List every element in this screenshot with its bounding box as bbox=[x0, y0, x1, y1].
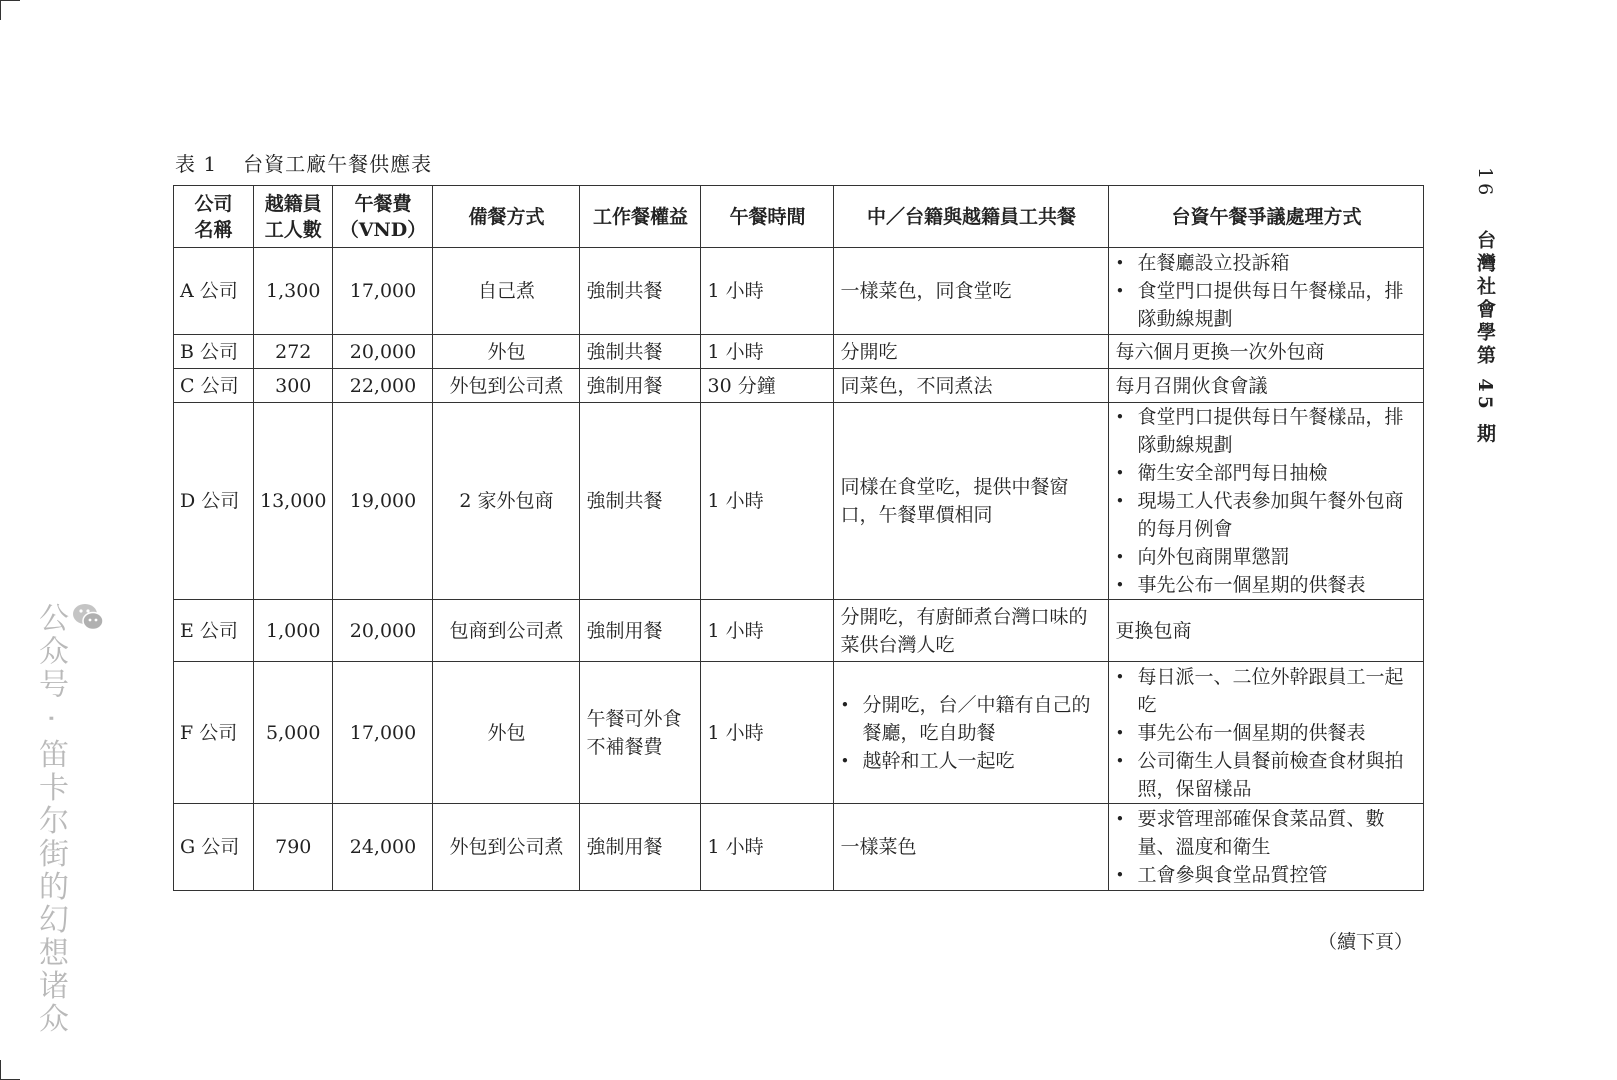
shared-meal-cell bbox=[834, 662, 1109, 804]
table-row bbox=[174, 403, 1424, 600]
bullet-item: • 事先公布一個星期的供餐表 bbox=[1115, 719, 1417, 747]
time-cell: 1 小時 bbox=[701, 662, 834, 804]
table-row bbox=[174, 335, 1424, 369]
dispute-cell bbox=[1109, 662, 1424, 804]
company-cell: D 公司 bbox=[174, 403, 254, 600]
method-cell: 自己煮 bbox=[433, 248, 580, 335]
time-cell: 1 小時 bbox=[701, 335, 834, 369]
cell-text: 一樣菜色 bbox=[840, 836, 917, 858]
dispute-cell bbox=[1109, 369, 1424, 403]
bullet-list bbox=[1115, 805, 1417, 889]
workers-cell: 272 bbox=[254, 335, 333, 369]
fee-cell: 19,000 bbox=[333, 403, 433, 600]
cell-text: 同樣在食堂吃，提供中餐窗口，午餐單價相同 bbox=[840, 476, 1069, 526]
bullet-item: • 現場工人代表參加與午餐外包商的每月例會 bbox=[1115, 487, 1417, 543]
company-cell: A 公司 bbox=[174, 248, 254, 335]
bullet-list bbox=[1115, 249, 1417, 333]
crop-mark bbox=[0, 1060, 1, 1080]
header-row bbox=[174, 186, 1424, 248]
continued-note: （續下頁） bbox=[1318, 931, 1414, 953]
table-number: 表 1 bbox=[175, 152, 218, 176]
bullet-list bbox=[1115, 403, 1417, 599]
shared-meal-cell bbox=[834, 335, 1109, 369]
shared-meal-cell bbox=[834, 804, 1109, 891]
shared-meal-cell bbox=[834, 403, 1109, 600]
fee-cell: 20,000 bbox=[333, 335, 433, 369]
time-cell: 1 小時 bbox=[701, 804, 834, 891]
table-row bbox=[174, 248, 1424, 335]
company-cell: G 公司 bbox=[174, 804, 254, 891]
time-cell: 1 小時 bbox=[701, 600, 834, 662]
table-row bbox=[174, 804, 1424, 891]
rights-cell: 強制共餐 bbox=[580, 335, 701, 369]
time-cell: 1 小時 bbox=[701, 403, 834, 600]
bullet-item: • 工會參與食堂品質控管 bbox=[1115, 861, 1417, 889]
shared-meal-cell bbox=[834, 600, 1109, 662]
journal-title: 台灣社會學第 45 期 bbox=[1474, 229, 1496, 447]
running-head bbox=[1472, 167, 1499, 446]
table-caption: 台資工廠午餐供應表 bbox=[243, 152, 433, 176]
bullet-item: • 在餐廳設立投訴箱 bbox=[1115, 249, 1417, 277]
fee-cell: 22,000 bbox=[333, 369, 433, 403]
cell-text: 分開吃，有廚師煮台灣口味的菜供台灣人吃 bbox=[840, 605, 1088, 656]
method-cell: 外包到公司煮 bbox=[433, 804, 580, 891]
workers-cell: 1,000 bbox=[254, 600, 333, 662]
rights-cell: 強制用餐 bbox=[580, 804, 701, 891]
fee-cell: 24,000 bbox=[333, 804, 433, 891]
rights-cell: 強制共餐 bbox=[580, 248, 701, 335]
table-row bbox=[174, 600, 1424, 662]
page-number: 16 bbox=[1474, 167, 1496, 200]
workers-cell: 790 bbox=[254, 804, 333, 891]
watermark bbox=[28, 602, 104, 1036]
method-cell: 2 家外包商 bbox=[433, 403, 580, 600]
workers-cell: 5,000 bbox=[254, 662, 333, 804]
rights-cell: 強制用餐 bbox=[580, 369, 701, 403]
bullet-item: • 要求管理部確保食菜品質、數量、溫度和衛生 bbox=[1115, 805, 1417, 861]
shared-meal-cell bbox=[834, 369, 1109, 403]
bullet-item: • 分開吃，台／中籍有自己的餐廳，吃自助餐 bbox=[840, 691, 1102, 747]
shared-meal-cell bbox=[834, 248, 1109, 335]
cell-text: 同菜色，不同煮法 bbox=[840, 374, 993, 397]
time-cell: 1 小時 bbox=[701, 248, 834, 335]
crop-mark bbox=[0, 0, 20, 1]
bullet-item: • 每日派一、二位外幹跟員工一起吃 bbox=[1115, 663, 1417, 719]
cell-text: 每月召開伙食會議 bbox=[1115, 374, 1268, 397]
table-row bbox=[174, 662, 1424, 804]
company-cell: B 公司 bbox=[174, 335, 254, 369]
bullet-item: • 向外包商開單懲罰 bbox=[1115, 543, 1417, 571]
rights-cell: 午餐可外食不補餐費 bbox=[580, 662, 701, 804]
header-workers: 越籍員 工人數 bbox=[254, 186, 333, 248]
bullet-item: • 公司衛生人員餐前檢查食材與拍照，保留樣品 bbox=[1115, 747, 1417, 803]
time-cell: 30 分鐘 bbox=[701, 369, 834, 403]
dispute-cell bbox=[1109, 804, 1424, 891]
method-cell: 外包到公司煮 bbox=[433, 369, 580, 403]
rights-cell: 強制用餐 bbox=[580, 600, 701, 662]
header-method: 備餐方式 bbox=[433, 186, 580, 248]
company-cell: E 公司 bbox=[174, 600, 254, 662]
dispute-cell bbox=[1109, 248, 1424, 335]
cell-text: 一樣菜色，同食堂吃 bbox=[840, 280, 1012, 302]
header-shared-meal: 中／台籍與越籍員工共餐 bbox=[834, 186, 1109, 248]
crop-mark bbox=[0, 0, 1, 20]
table-row bbox=[174, 369, 1424, 403]
fee-cell: 17,000 bbox=[333, 248, 433, 335]
bullet-item: • 食堂門口提供每日午餐樣品，排隊動線規劃 bbox=[1115, 403, 1417, 459]
dispute-cell bbox=[1109, 600, 1424, 662]
fee-cell: 17,000 bbox=[333, 662, 433, 804]
header-fee: 午餐費 （VND） bbox=[333, 186, 433, 248]
watermark-text: 公众号 · 笛卡尔街的幻想诸众 bbox=[33, 602, 68, 1036]
method-cell: 外包 bbox=[433, 662, 580, 804]
table-title bbox=[175, 148, 432, 177]
workers-cell: 13,000 bbox=[254, 403, 333, 600]
bullet-item: • 衛生安全部門每日抽檢 bbox=[1115, 459, 1417, 487]
workers-cell: 300 bbox=[254, 369, 333, 403]
dispute-cell bbox=[1109, 335, 1424, 369]
fee-cell: 20,000 bbox=[333, 600, 433, 662]
cell-text: 每六個月更換一次外包商 bbox=[1115, 340, 1325, 363]
header-rights: 工作餐權益 bbox=[580, 186, 701, 248]
company-cell: C 公司 bbox=[174, 369, 254, 403]
rights-cell: 強制共餐 bbox=[580, 403, 701, 600]
bullet-list bbox=[840, 691, 1102, 775]
bullet-item: • 事先公布一個星期的供餐表 bbox=[1115, 571, 1417, 599]
method-cell: 包商到公司煮 bbox=[433, 600, 580, 662]
company-cell: F 公司 bbox=[174, 662, 254, 804]
bullet-item: • 食堂門口提供每日午餐樣品，排隊動線規劃 bbox=[1115, 277, 1417, 333]
lunch-table bbox=[173, 185, 1424, 891]
workers-cell: 1,300 bbox=[254, 248, 333, 335]
cell-text: 更換包商 bbox=[1115, 619, 1192, 642]
method-cell: 外包 bbox=[433, 335, 580, 369]
bullet-item: • 越幹和工人一起吃 bbox=[840, 747, 1102, 775]
header-time: 午餐時間 bbox=[701, 186, 834, 248]
dispute-cell bbox=[1109, 403, 1424, 600]
cell-text: 分開吃 bbox=[840, 340, 898, 363]
header-company: 公司 名稱 bbox=[174, 186, 254, 248]
bullet-list bbox=[1115, 663, 1417, 803]
wechat-icon bbox=[72, 602, 104, 632]
header-dispute: 台資午餐爭議處理方式 bbox=[1109, 186, 1424, 248]
